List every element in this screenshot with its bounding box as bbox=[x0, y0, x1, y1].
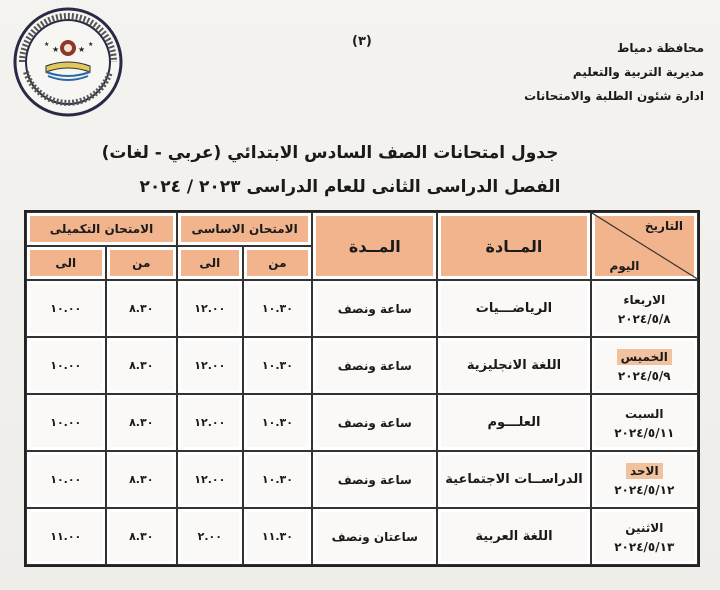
table-row bbox=[26, 394, 698, 451]
main-to-cell: ١٢.٠٠ bbox=[177, 394, 243, 451]
svg-text:★: ★ bbox=[78, 45, 86, 54]
main-to-cell: ١٢.٠٠ bbox=[177, 280, 243, 337]
makeup-exam-header: الامتحان التكميلى bbox=[26, 212, 177, 246]
day-name: الخميس bbox=[617, 349, 672, 365]
main-from-cell: ١٠.٣٠ bbox=[243, 394, 313, 451]
makeup-to-cell: ١٠.٠٠ bbox=[26, 451, 106, 508]
subject-cell: العلـــوم bbox=[437, 394, 590, 451]
table-row bbox=[26, 337, 698, 394]
makeup-from-header: من bbox=[106, 246, 177, 280]
main-from-cell: ١٠.٣٠ bbox=[243, 280, 313, 337]
date-day-header bbox=[591, 212, 698, 280]
makeup-from-cell: ٨.٣٠ bbox=[106, 508, 177, 565]
makeup-from-cell: ٨.٣٠ bbox=[106, 394, 177, 451]
svg-text:★: ★ bbox=[88, 41, 94, 48]
page-number: (٣) bbox=[352, 34, 372, 49]
duration-header: المــدة bbox=[312, 212, 437, 280]
day-name: الاثنين bbox=[625, 520, 664, 535]
makeup-to-cell: ١٠.٠٠ bbox=[26, 280, 106, 337]
makeup-from-cell: ٨.٣٠ bbox=[106, 280, 177, 337]
main-to-header: الى bbox=[177, 246, 243, 280]
main-from-cell: ١٠.٣٠ bbox=[243, 451, 313, 508]
issuer-block bbox=[484, 36, 704, 108]
makeup-from-cell: ٨.٣٠ bbox=[106, 337, 177, 394]
exam-date: ٢٠٢٤/٥/٨ bbox=[617, 311, 671, 326]
day-name: السبت bbox=[625, 406, 664, 421]
exam-date: ٢٠٢٤/٥/١٢ bbox=[614, 482, 675, 497]
makeup-to-header: الى bbox=[26, 246, 106, 280]
day-date-cell bbox=[591, 337, 698, 394]
main-from-header: من bbox=[243, 246, 313, 280]
day-date-cell bbox=[591, 508, 698, 565]
subject-header: المــادة bbox=[437, 212, 590, 280]
administration-line: ادارة شئون الطلبة والامتحانات bbox=[524, 89, 704, 103]
exam-date: ٢٠٢٤/٥/٩ bbox=[617, 368, 671, 383]
makeup-to-cell: ١١.٠٠ bbox=[26, 508, 106, 565]
schedule-title: جدول امتحانات الصف السادس الابتدائي (عربي - لغات) bbox=[101, 143, 559, 163]
day-date-cell bbox=[591, 394, 698, 451]
day-name: الاحد bbox=[626, 463, 663, 479]
governorate-line: محافظة دمياط bbox=[616, 41, 704, 55]
ministry-seal-icon bbox=[12, 6, 124, 118]
directorate-line: مديرية التربية والتعليم bbox=[572, 65, 704, 79]
schedule-subtitle: الفصل الدراسى الثانى للعام الدراسى ٢٠٢٣ / ٢٠٢٤ bbox=[139, 177, 561, 197]
main-to-cell: ٢.٠٠ bbox=[177, 508, 243, 565]
main-to-cell: ١٢.٠٠ bbox=[177, 451, 243, 508]
day-date-cell bbox=[591, 280, 698, 337]
table-row bbox=[26, 451, 698, 508]
date-header-label: التاريخ bbox=[644, 219, 683, 233]
exam-schedule-table bbox=[24, 210, 700, 567]
main-from-cell: ١١.٣٠ bbox=[243, 508, 313, 565]
svg-text:★: ★ bbox=[44, 41, 50, 48]
main-exam-header: الامتحان الاساسى bbox=[177, 212, 312, 246]
duration-cell: ساعة ونصف bbox=[312, 337, 437, 394]
duration-cell: ساعة ونصف bbox=[312, 394, 437, 451]
subject-cell: اللغة الانجليزية bbox=[437, 337, 590, 394]
svg-text:★: ★ bbox=[52, 45, 60, 54]
duration-cell: ساعتان ونصف bbox=[312, 508, 437, 565]
duration-cell: ساعة ونصف bbox=[312, 280, 437, 337]
makeup-to-cell: ١٠.٠٠ bbox=[26, 337, 106, 394]
schedule-table-wrap bbox=[24, 210, 700, 590]
table-row bbox=[26, 508, 698, 565]
exam-date: ٢٠٢٤/٥/١١ bbox=[614, 425, 675, 440]
main-from-cell: ١٠.٣٠ bbox=[243, 337, 313, 394]
day-date-cell bbox=[591, 451, 698, 508]
exam-date: ٢٠٢٤/٥/١٣ bbox=[614, 539, 675, 554]
makeup-to-cell: ١٠.٠٠ bbox=[26, 394, 106, 451]
subject-cell: اللغة العربية bbox=[437, 508, 590, 565]
main-to-cell: ١٢.٠٠ bbox=[177, 337, 243, 394]
subject-cell: الدراســات الاجتماعية bbox=[437, 451, 590, 508]
day-name: الاربعاء bbox=[623, 292, 666, 307]
day-header-label: اليوم bbox=[609, 259, 640, 273]
makeup-from-cell: ٨.٣٠ bbox=[106, 451, 177, 508]
duration-cell: ساعة ونصف bbox=[312, 451, 437, 508]
table-row bbox=[26, 280, 698, 337]
subject-cell: الرياضـــيات bbox=[437, 280, 590, 337]
